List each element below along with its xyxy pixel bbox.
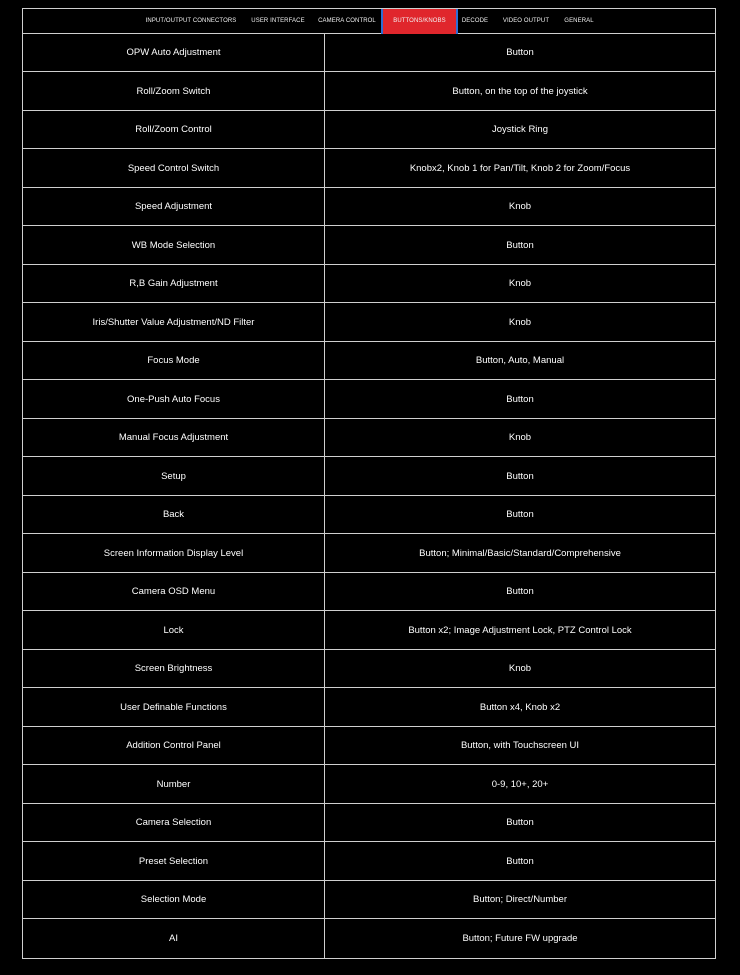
row-value: Button x2; Image Adjustment Lock, PTZ Control Lock (408, 624, 632, 636)
table-row (23, 380, 715, 419)
row-value: Button (506, 393, 534, 405)
tab-user-interface[interactable]: USER INTERFACE (251, 18, 305, 24)
table-row (23, 842, 715, 881)
row-label: Roll/Zoom Switch (23, 72, 325, 110)
table-row (23, 804, 715, 842)
table-row (23, 611, 715, 650)
table-row (23, 727, 715, 765)
table-row (23, 265, 715, 303)
row-value: Button (506, 239, 534, 251)
tab-input-output-connectors[interactable]: INPUT/OUTPUT CONNECTORS (145, 18, 237, 24)
table-row (23, 303, 715, 342)
row-value: Knob (508, 432, 532, 443)
tab-camera-control[interactable]: CAMERA CONTROL (318, 18, 376, 24)
row-label: Screen Information Display Level (23, 534, 325, 572)
row-label: Manual Focus Adjustment (23, 419, 325, 456)
row-value: Button, Auto, Manual (475, 355, 565, 366)
table-row (23, 72, 715, 111)
row-value: Knobx2, Knob 1 for Pan/Tilt, Knob 2 for Zoom/Focus (409, 162, 631, 174)
row-label: Preset Selection (23, 842, 325, 880)
tab-decode[interactable]: DECODE (461, 18, 489, 24)
tab-buttons-knobs[interactable]: BUTTONS/KNOBS (381, 9, 458, 34)
row-label: User Definable Functions (23, 688, 325, 726)
row-label: Iris/Shutter Value Adjustment/ND Filter (23, 303, 325, 341)
table-row (23, 111, 715, 149)
table-row (23, 765, 715, 804)
row-value: Button (506, 509, 534, 520)
row-value: Knob (508, 278, 532, 289)
table-row (23, 188, 715, 226)
row-value: Button (506, 470, 534, 482)
row-label: One-Push Auto Focus (23, 380, 325, 418)
row-value: Button x4, Knob x2 (479, 701, 561, 713)
row-value: Button (506, 47, 534, 58)
row-label: Selection Mode (23, 881, 325, 918)
table-row (23, 881, 715, 919)
row-value: Button; Direct/Number (473, 894, 567, 905)
row-label: R,B Gain Adjustment (23, 265, 325, 302)
row-label: Speed Adjustment (23, 188, 325, 225)
row-label: Screen Brightness (23, 650, 325, 687)
row-label: Back (23, 496, 325, 533)
row-label: WB Mode Selection (23, 226, 325, 264)
table-row (23, 457, 715, 496)
row-value: Button (506, 855, 534, 867)
table-row (23, 419, 715, 457)
table-row (23, 688, 715, 727)
row-label: Addition Control Panel (23, 727, 325, 764)
row-value: Joystick Ring (492, 124, 548, 135)
tab-general[interactable]: GENERAL (564, 18, 594, 24)
row-value: Button, on the top of the joystick (452, 85, 588, 97)
tab-bar (23, 9, 715, 34)
row-value: Button, with Touchscreen UI (460, 740, 580, 751)
row-value: Knob (508, 201, 532, 212)
row-label: Roll/Zoom Control (23, 111, 325, 148)
row-value: 0-9, 10+, 20+ (491, 778, 549, 790)
row-value: Knob (508, 316, 532, 328)
row-label: Camera Selection (23, 804, 325, 841)
row-value: Button (506, 586, 534, 597)
table-row (23, 650, 715, 688)
row-label: OPW Auto Adjustment (23, 34, 325, 71)
row-value: Button (506, 817, 534, 828)
table-row (23, 226, 715, 265)
table-row (23, 34, 715, 72)
table-row (23, 496, 715, 534)
row-label: Speed Control Switch (23, 149, 325, 187)
row-value: Button; Minimal/Basic/Standard/Comprehensive (419, 547, 621, 559)
tab-video-output[interactable]: VIDEO OUTPUT (502, 18, 550, 24)
row-label: Focus Mode (23, 342, 325, 379)
row-value: Knob (508, 663, 532, 674)
table-row (23, 919, 715, 958)
spec-panel (22, 8, 716, 959)
row-label: Setup (23, 457, 325, 495)
row-value: Button; Future FW upgrade (462, 933, 578, 944)
table-row (23, 342, 715, 380)
row-label: Camera OSD Menu (23, 573, 325, 610)
row-label: Lock (23, 611, 325, 649)
table-row (23, 534, 715, 573)
row-label: Number (23, 765, 325, 803)
table-row (23, 149, 715, 188)
table-row (23, 573, 715, 611)
row-label: AI (23, 919, 325, 958)
